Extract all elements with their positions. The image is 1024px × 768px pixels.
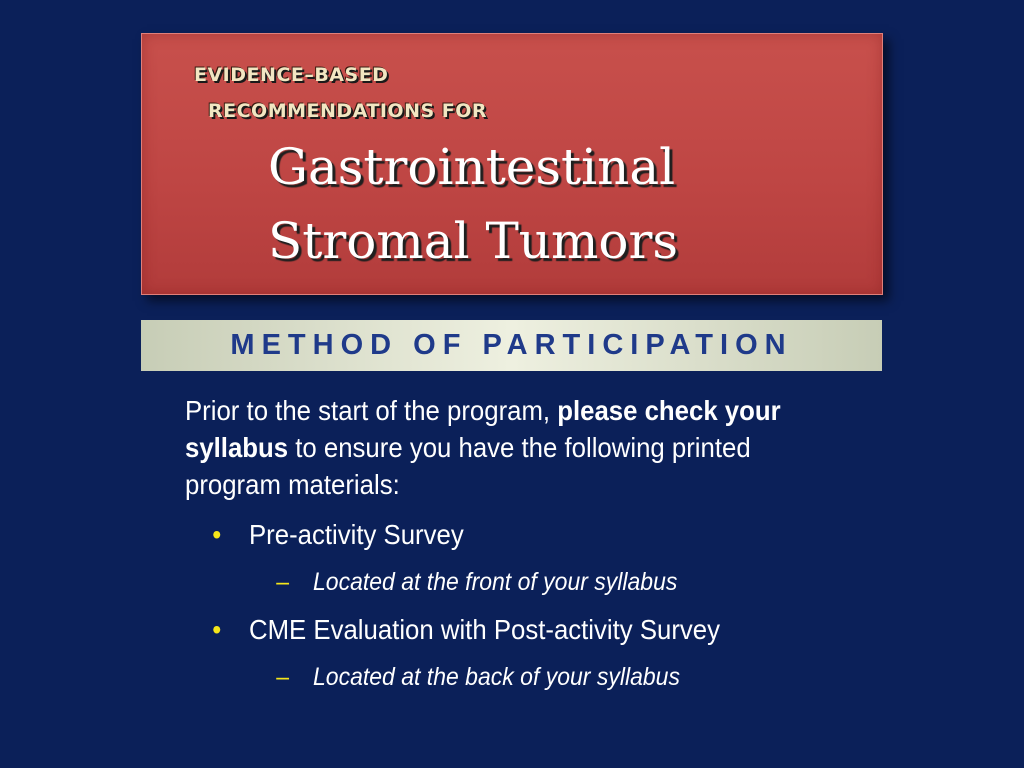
title-line-2: Stromal Tumors — [268, 212, 679, 270]
list-item-label: Pre-activity Survey — [249, 519, 464, 550]
sub-item-label: Located at the front of your syllabus — [313, 568, 678, 596]
title-banner — [141, 33, 883, 295]
list-item-pre-activity-survey — [212, 518, 464, 552]
section-heading: METHOD OF PARTICIPATION — [230, 329, 793, 361]
sub-item-label: Located at the back of your syllabus — [313, 663, 680, 691]
dash-icon: – — [276, 568, 289, 596]
intro-text-part1: Prior to the start of the program, — [185, 395, 558, 426]
intro-text-part2: to ensure you have the following printed program materials: — [185, 432, 751, 500]
list-item-label: CME Evaluation with Post-activity Survey — [249, 614, 721, 645]
bullet-icon: • — [212, 519, 222, 550]
bullet-icon: • — [212, 614, 222, 645]
intro-text-bold: please check your syllabus — [185, 395, 781, 463]
list-item-cme-evaluation — [212, 613, 721, 647]
sub-item-back-location — [276, 662, 680, 692]
section-heading-bar — [141, 320, 882, 371]
kicker-line-2: RECOMMENDATIONS FOR — [208, 100, 488, 122]
intro-paragraph — [185, 392, 811, 503]
sub-item-front-location — [276, 567, 678, 597]
title-line-1: Gastrointestinal — [268, 138, 676, 196]
kicker-line-1: EVIDENCE–BASED — [194, 64, 389, 86]
dash-icon: – — [276, 663, 289, 691]
